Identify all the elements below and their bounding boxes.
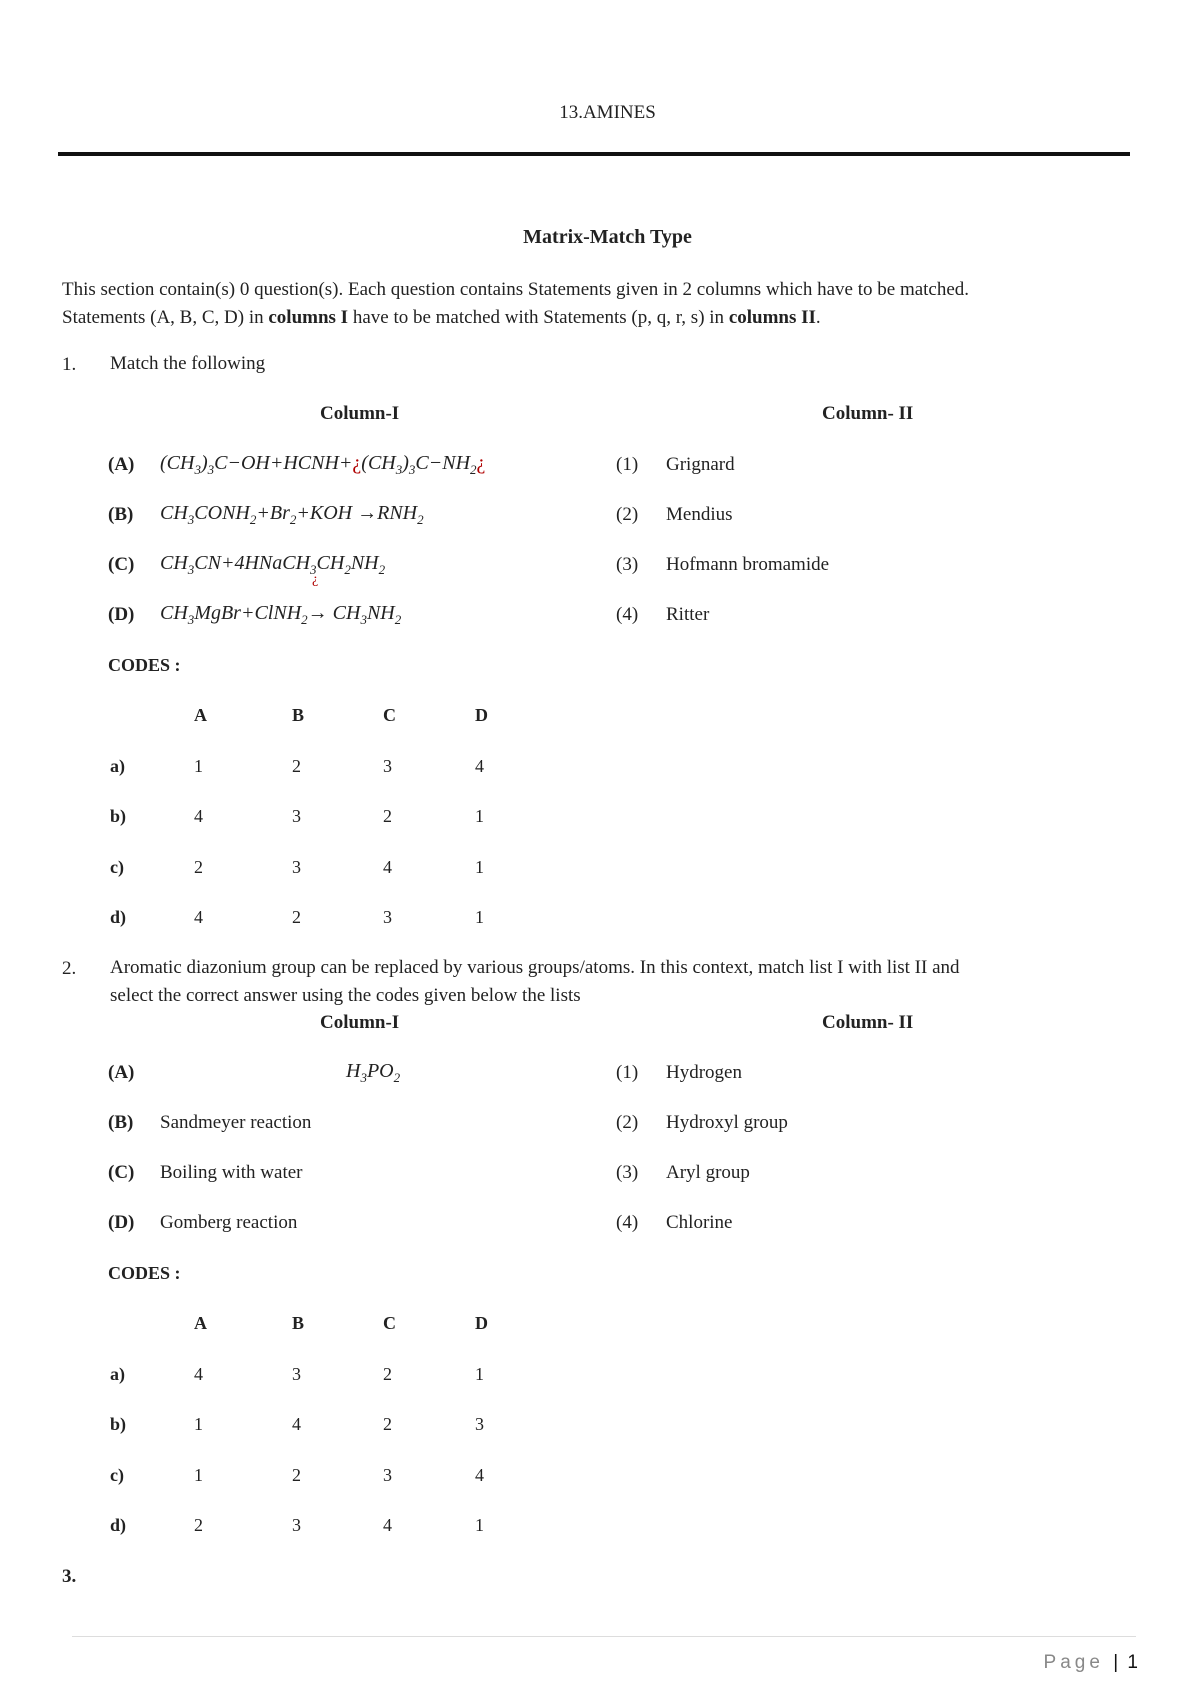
q2-option-2-number: (2) <box>616 1112 639 1133</box>
footer-page-number: 1 <box>1127 1652 1138 1673</box>
q1-codes-cell: 4 <box>383 856 392 877</box>
intro-columns-ii: columns II <box>728 307 816 328</box>
question-2-text-line-1: Aromatic diazonium group can be replaced by various groups/atoms. In this context, match list I with list II and <box>110 957 960 978</box>
q2-codes-cell: 3 <box>292 1363 301 1384</box>
header-rule <box>58 152 1130 156</box>
q1-codes-cell: 4 <box>194 806 203 826</box>
q1-option-3-number: (3) <box>616 554 639 575</box>
q1-codes-row-label: c) <box>110 856 124 877</box>
question-3-number: 3. <box>62 1566 77 1587</box>
q1-codes-label: CODES : <box>108 655 181 675</box>
q2-column-ii-heading: Column- II <box>822 1012 914 1033</box>
q1-codes-cell: 3 <box>292 856 301 877</box>
footer-rule <box>72 1636 1136 1637</box>
question-1-text: Match the following <box>110 353 266 374</box>
q2-column-i-heading: Column-I <box>320 1012 400 1033</box>
q1-codes-header-d: D <box>475 705 488 725</box>
q2-codes-cell: 3 <box>383 1464 392 1485</box>
q2-option-1-number: (1) <box>616 1062 639 1083</box>
q2-codes-header-d: D <box>475 1313 488 1333</box>
q1-codes-row-label: b) <box>110 806 127 826</box>
intro-line-2 <box>62 304 1142 332</box>
q1-row-c-marker: ¿ <box>312 572 319 587</box>
q1-row-b-label: (B) <box>108 504 134 525</box>
q2-row-a-formula: $H_3PO_2$ <box>346 1060 401 1085</box>
q2-option-3-number: (3) <box>616 1162 639 1183</box>
q1-codes-header-c: C <box>383 705 396 725</box>
q2-codes-cell: 1 <box>194 1464 203 1485</box>
q1-row-d-label: (D) <box>108 604 135 625</box>
q2-codes-cell: 2 <box>383 1363 392 1384</box>
question-2-number: 2. <box>62 958 77 979</box>
q1-option-1-text: Grignard <box>666 454 735 475</box>
q1-codes-cell: 1 <box>475 806 484 826</box>
q1-column-i-heading: Column-I <box>320 403 400 424</box>
q2-row-d-item: Gomberg reaction <box>160 1212 298 1233</box>
page-header-title: 13.AMINES <box>559 102 656 123</box>
q2-row-c-item: Boiling with water <box>160 1162 303 1183</box>
q2-codes-row-label: d) <box>110 1515 127 1535</box>
q1-codes-cell: 3 <box>292 806 301 826</box>
footer-page-label: Page <box>1043 1652 1104 1673</box>
intro-line-1: This section contain(s) 0 question(s). Each question contains Statements given in 2 columns which have to be matched. <box>62 279 970 300</box>
q1-row-a-equation: $(CH_3)_3C-OH+HCNH+¿(CH_3)_3C-NH_2¿$ <box>160 452 486 477</box>
question-2-text-line-2: select the correct answer using the codes given below the lists <box>110 985 581 1006</box>
q1-codes-cell: 1 <box>475 856 484 877</box>
intro-text: have to be matched with Statements (p, q, r, s) in <box>348 307 729 328</box>
q1-column-ii-heading: Column- II <box>822 403 914 424</box>
q1-option-4-number: (4) <box>616 604 639 625</box>
q1-row-b-equation: $CH_3CONH_2+Br_2+KOH \to RNH_2$ <box>160 502 424 527</box>
q2-row-b-item: Sandmeyer reaction <box>160 1112 312 1133</box>
q1-codes-cell: 3 <box>383 755 392 776</box>
section-intro <box>62 276 1142 332</box>
q1-codes-cell: 1 <box>194 755 203 776</box>
q1-codes-cell: 4 <box>475 755 484 776</box>
q1-option-4-text: Ritter <box>666 604 710 625</box>
q2-codes-label: CODES : <box>108 1263 181 1283</box>
section-title: Matrix-Match Type <box>523 226 692 248</box>
q2-codes-cell: 1 <box>475 1515 484 1535</box>
q1-codes-cell: 2 <box>383 806 392 826</box>
q2-codes-row-label: c) <box>110 1464 124 1485</box>
q2-codes-cell: 1 <box>475 1363 484 1384</box>
q1-codes-header-a: A <box>194 705 207 725</box>
q1-codes-cell: 1 <box>475 907 484 927</box>
q1-row-a-label: (A) <box>108 454 135 475</box>
q2-codes-row-label: a) <box>110 1363 125 1384</box>
q1-codes-cell: 2 <box>194 856 203 877</box>
q2-row-a-label: (A) <box>108 1062 135 1083</box>
q2-row-b-label: (B) <box>108 1112 134 1133</box>
q1-codes-cell: 4 <box>194 907 203 927</box>
q2-codes-cell: 2 <box>383 1414 392 1434</box>
q1-row-d-equation: $CH_3MgBr+ClNH_2\to CH_3NH_2$ <box>160 602 402 627</box>
q1-option-2-number: (2) <box>616 504 639 525</box>
intro-text: . <box>815 307 821 328</box>
question-1-number: 1. <box>62 354 77 375</box>
q1-row-c-equation: $CH_3CN+4HNaCH_3CH_2NH_2$ <box>160 552 386 577</box>
q2-codes-header-c: C <box>383 1313 396 1333</box>
q1-option-1-number: (1) <box>616 454 639 475</box>
intro-text: Statements (A, B, C, D) in <box>62 307 269 328</box>
q2-option-2-text: Hydroxyl group <box>666 1112 788 1133</box>
q2-option-4-text: Chlorine <box>666 1212 733 1233</box>
q2-codes-cell: 2 <box>194 1515 203 1535</box>
page-footer <box>1044 1652 1138 1674</box>
q1-codes-cell: 2 <box>292 755 301 776</box>
q2-codes-cell: 4 <box>475 1464 484 1485</box>
q2-codes-row-label: b) <box>110 1414 127 1434</box>
q2-codes-cell: 4 <box>383 1515 392 1535</box>
q2-codes-cell: 3 <box>292 1515 301 1535</box>
q1-codes-row-label: d) <box>110 907 127 927</box>
q2-option-1-text: Hydrogen <box>666 1062 742 1083</box>
q1-codes-cell: 3 <box>383 907 392 927</box>
q2-codes-cell: 4 <box>194 1363 203 1384</box>
q1-codes-header-b: B <box>292 705 305 725</box>
q2-codes-header-a: A <box>194 1313 207 1333</box>
q1-option-2-text: Mendius <box>666 504 733 525</box>
q1-codes-cell: 2 <box>292 907 301 927</box>
q2-row-d-label: (D) <box>108 1212 135 1233</box>
footer-separator: | <box>1113 1652 1119 1673</box>
q1-option-3-text: Hofmann bromamide <box>666 554 830 575</box>
q1-row-c-label: (C) <box>108 554 135 575</box>
q2-option-3-text: Aryl group <box>666 1162 750 1183</box>
q1-codes-row-label: a) <box>110 755 125 776</box>
intro-columns-i: columns I <box>268 307 349 328</box>
q2-codes-cell: 3 <box>475 1414 484 1434</box>
q2-codes-cell: 2 <box>292 1464 301 1485</box>
q2-codes-cell: 1 <box>194 1414 203 1434</box>
question-2-text <box>110 954 1130 1010</box>
q2-option-4-number: (4) <box>616 1212 639 1233</box>
q2-codes-header-b: B <box>292 1313 305 1333</box>
q2-codes-cell: 4 <box>292 1414 301 1434</box>
q2-row-c-label: (C) <box>108 1162 135 1183</box>
